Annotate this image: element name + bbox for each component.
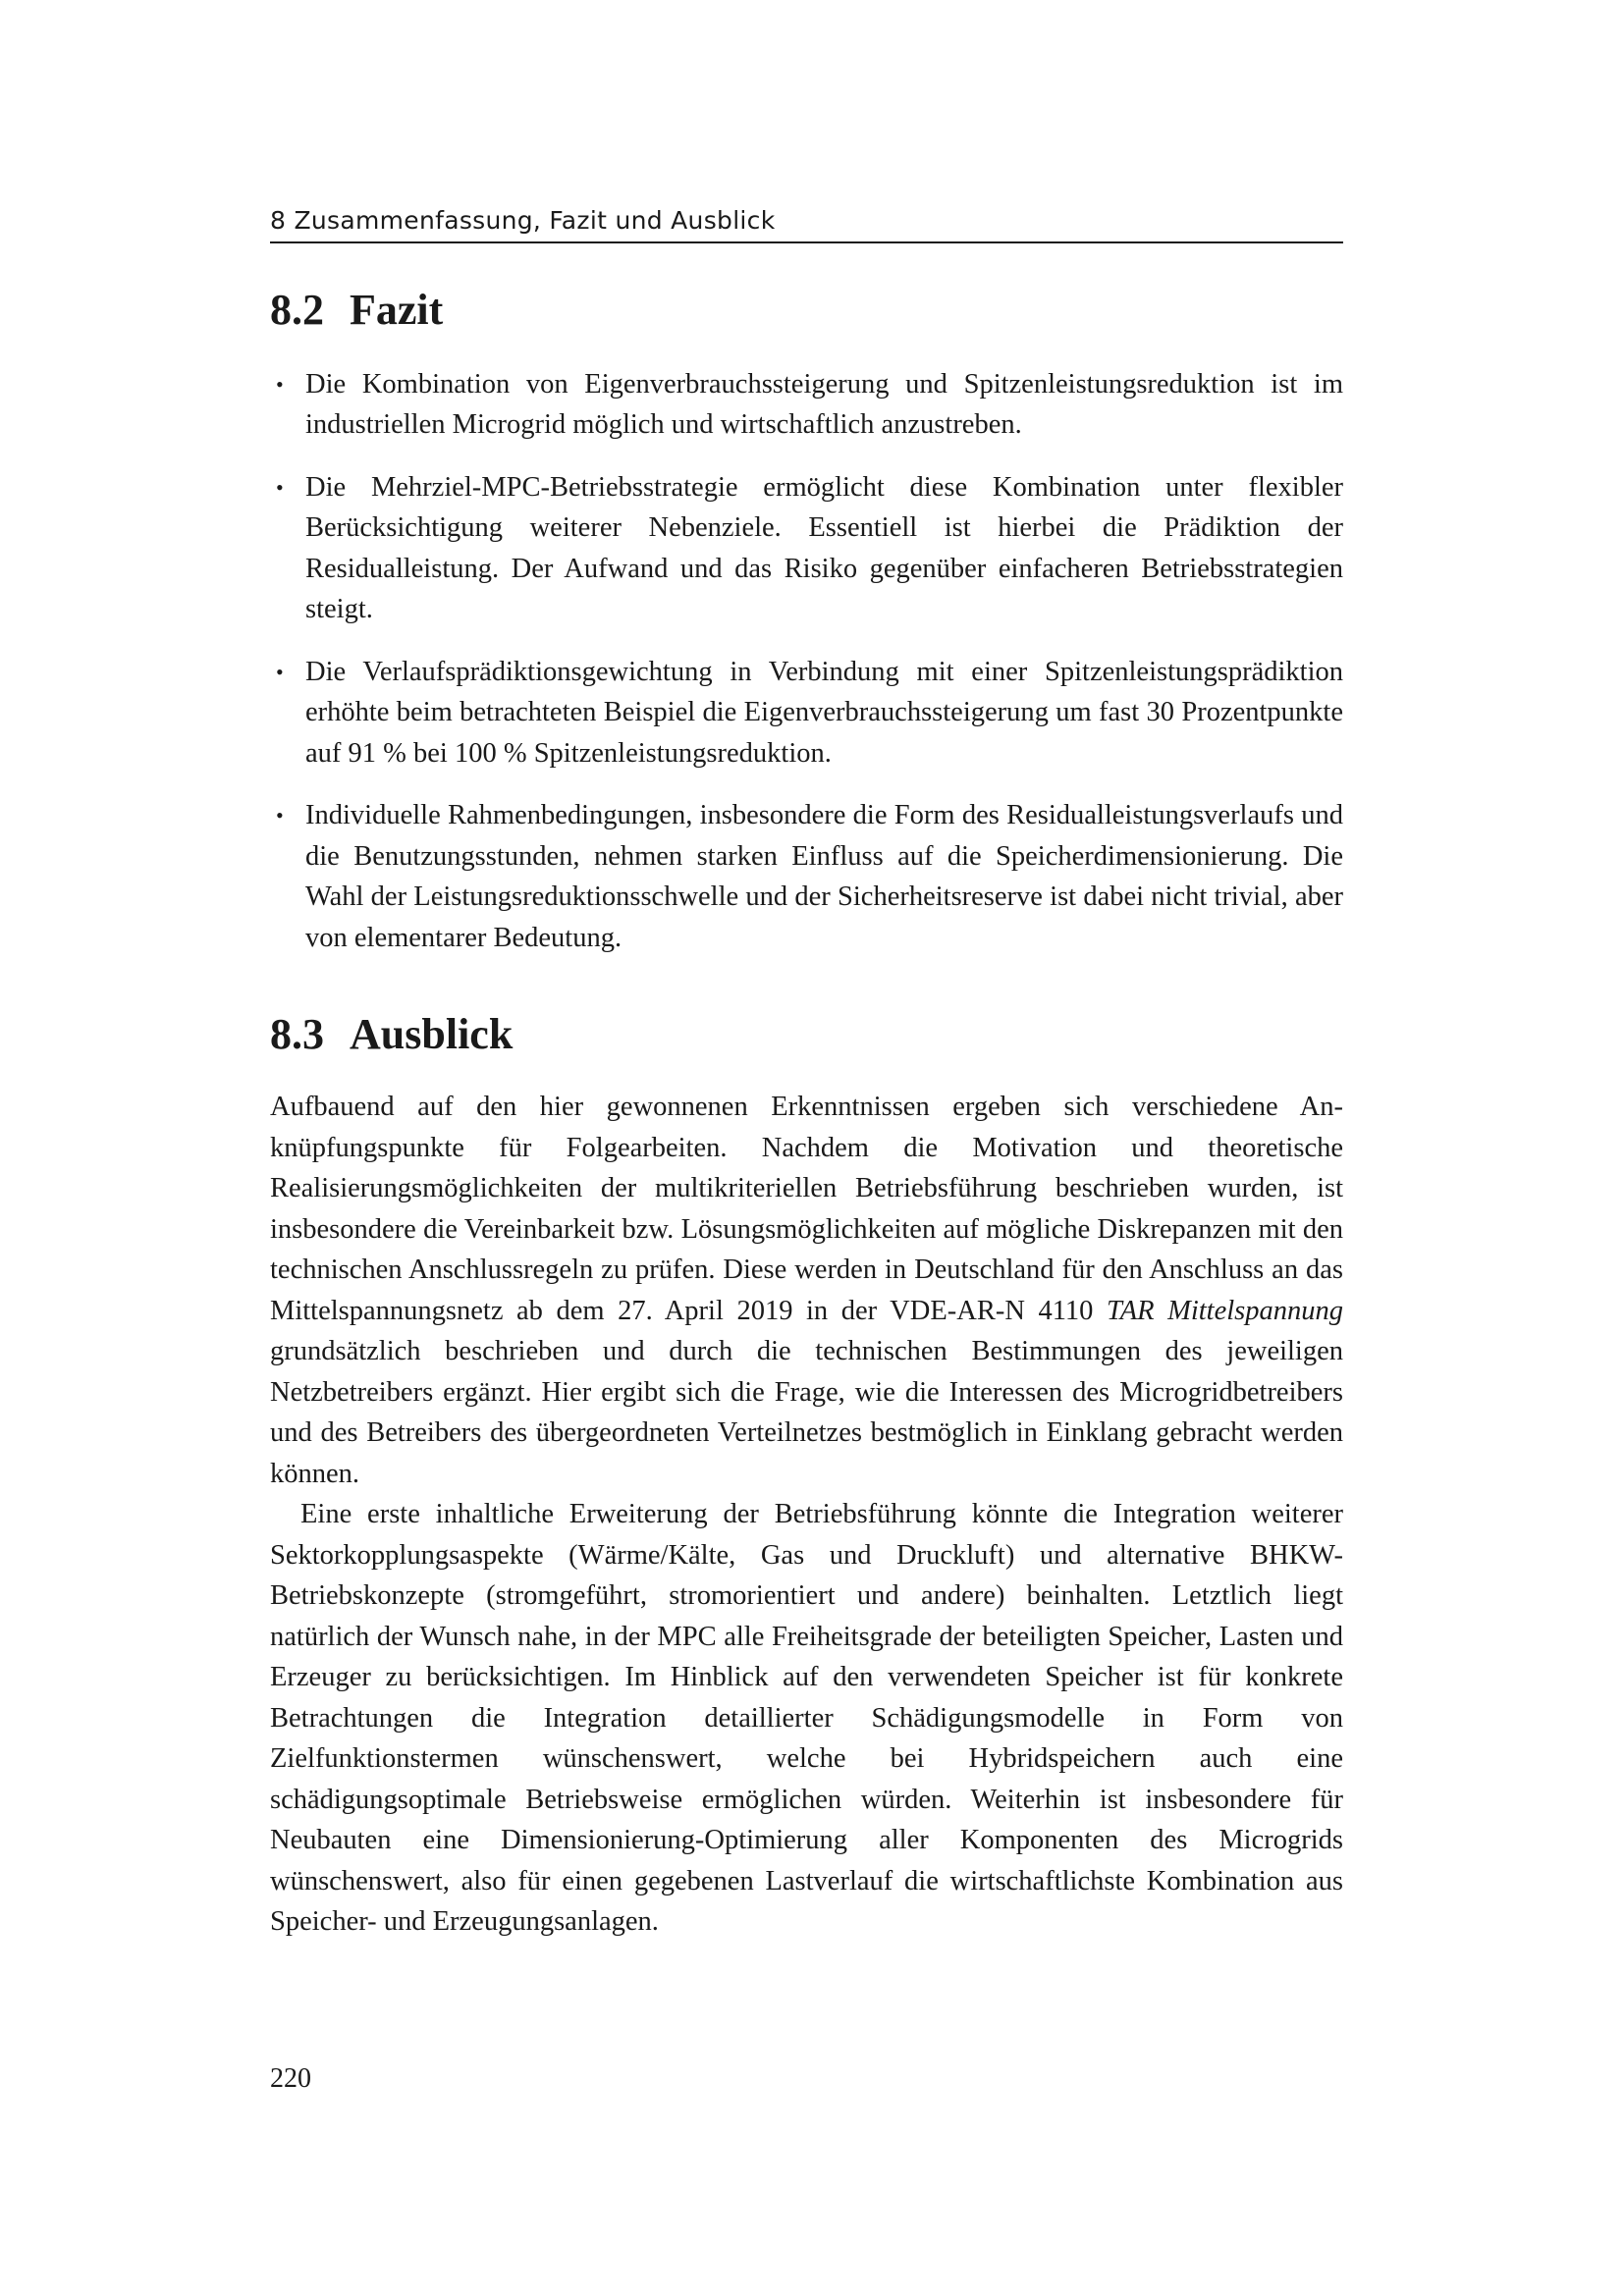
list-item-text: Die Verlaufsprädiktionsgewichtung in Verbindung mit einer Spitzenleistungsprädiktion erhöhte beim betrachteten Beispiel die Eigenverbrauchssteigerung um fast 30 Prozentpunkte auf 91 % bei 100 % Spitzenleistungsreduktion. <box>305 656 1343 769</box>
list-item <box>270 467 1343 630</box>
list-item <box>270 364 1343 446</box>
list-item <box>270 652 1343 774</box>
page-number: 220 <box>270 2063 311 2094</box>
list-item-text: Individuelle Rahmenbedingungen, insbesondere die Form des Residualleistungsverlaufs und die Benutzungsstunden, nehmen starken Einfluss auf die Speicherdimensionierung. Die Wahl der Leistungsreduktionsschwelle und der Sicherheitsreserve ist dabei nicht trivial, aber von elementarer Bedeutung. <box>305 800 1343 953</box>
paragraph-text: Aufbauend auf den hier gewonnenen Erkenntnissen ergeben sich verschiedene Anknüpfungspunkte für Folgearbeiten. Nachdem die Motivation und theoretische Realisierungsmöglichkeiten der multikriteriellen Betriebsführung beschrieben wurden, ist insbesondere die Vereinbarkeit bzw. Lösungsmöglichkeiten auf mögliche Diskrepanzen mit den technischen Anschlussregeln zu prüfen. Diese werden in Deutschland für den Anschluss an das Mittelspannungsnetz ab dem 27. April 2019 in der VDE-AR-N 4110 <box>270 1092 1343 1326</box>
bullet-icon: • <box>276 659 284 684</box>
bullet-icon: • <box>276 474 284 500</box>
paragraph-text: grundsätzlich beschrieben und durch die technischen Bestimmungen des jeweiligen Netzbetreibers ergänzt. Hier ergibt sich die Frage, wie die Interessen des Microgridbetreibers und des Betreibers des übergeordneten Verteilnetzes bestmöglich in Einklang gebracht werden können. <box>270 1336 1343 1489</box>
bullet-icon: • <box>276 803 284 828</box>
section-number: 8.3 <box>270 1010 324 1059</box>
fazit-bullet-list <box>270 364 1343 959</box>
list-item-text: Die Kombination von Eigenverbrauchssteigerung und Spitzenleistungsreduktion ist im industriellen Microgrid möglich und wirtschaftlich anzustreben. <box>305 368 1343 441</box>
list-item <box>270 795 1343 958</box>
ausblick-paragraph-2: Eine erste inhaltliche Erweiterung der Betriebsführung könnte die Integration weiterer Sektorkopplungsaspekte (Wärme/Kälte, Gas und Druckluft) und alternative BHKW-Betriebskonzepte (stromgeführt, stromorientiert und andere) beinhalten. Letztlich liegt natürlich der Wunsch nahe, in der MPC alle Freiheitsgrade der beteiligten Speicher, Lasten und Erzeuger zu berücksichtigen. Im Hinblick auf den verwendeten Speicher ist für konkrete Betrachtungen die Integration detaillierter Schädigungsmodelle in Form von Zielfunktionstermen wünschenswert, welche bei Hybridspeichern auch eine schädigungsoptimale Betriebsweise ermöglichen würden. Weiterhin ist insbesondere für Neubauten eine Dimensionierung-Optimierung aller Komponenten des Microgrids wünschenswert, also für einen gegebenen Lastverlauf die wirtschaftlichste Kombination aus Speicher- und Erzeugungsanlagen. <box>270 1499 1343 1938</box>
section-title: Fazit <box>350 286 444 334</box>
section-number: 8.2 <box>270 286 324 334</box>
ausblick-paragraph-1 <box>270 1087 1343 1494</box>
running-header: 8 Zusammenfassung, Fazit und Ausblick <box>270 206 1343 243</box>
italic-term: TAR Mittelspannung <box>1106 1295 1343 1326</box>
bullet-icon: • <box>276 371 284 397</box>
section-title: Ausblick <box>350 1010 514 1059</box>
page-body <box>270 206 1343 1943</box>
section-heading-ausblick <box>270 1009 1343 1061</box>
list-item-text: Die Mehrziel-MPC-Betriebsstrategie ermöglicht diese Kombination unter flexibler Berücksichtigung weiterer Nebenziele. Essentiell ist hierbei die Prädiktion der Residualleistung. Der Aufwand und das Risiko gegenüber einfacheren Betriebsstrategien steigt. <box>305 471 1343 625</box>
section-heading-fazit <box>270 285 1343 337</box>
